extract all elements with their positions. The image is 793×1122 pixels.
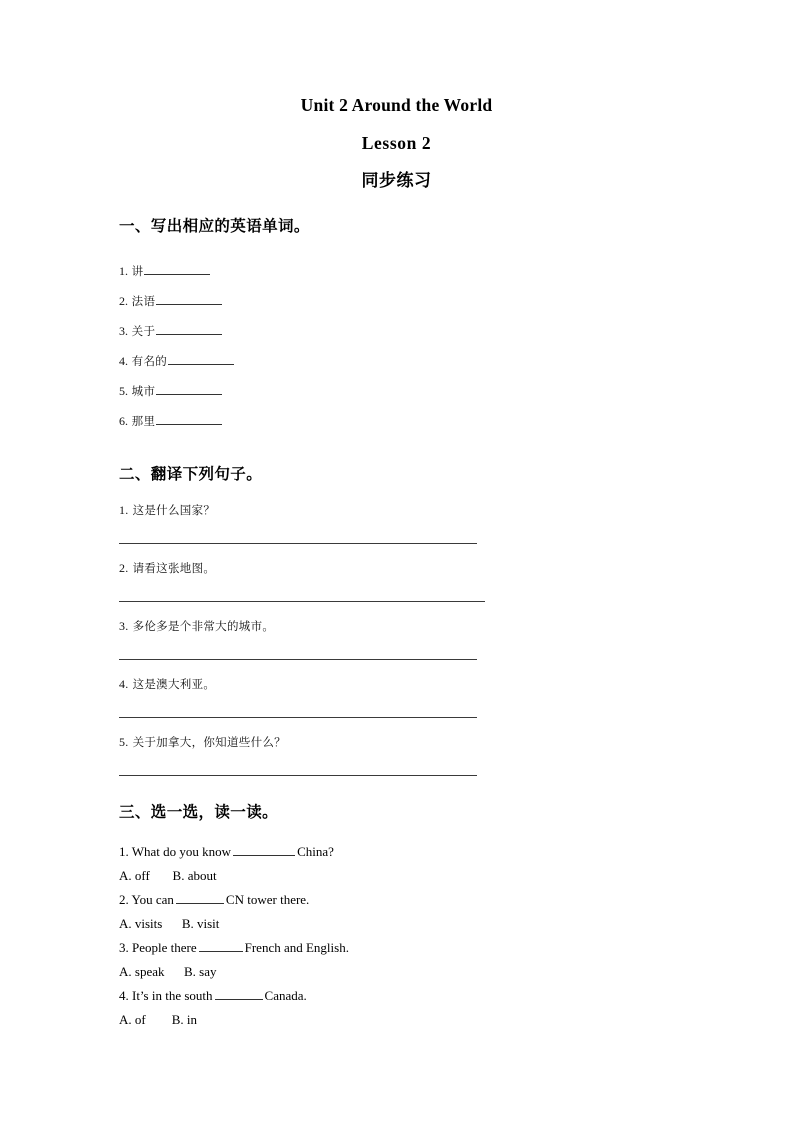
question-stem [119,888,679,912]
stem-before: People there [132,940,197,955]
question-stem [119,984,679,1008]
section-three-items [119,840,679,1032]
choice-item [119,984,679,1032]
section-two-heading: 二、翻译下列句子。 [119,465,263,483]
stem-after: French and English. [244,940,349,955]
question-stem [119,840,679,864]
answer-blank[interactable] [233,843,295,856]
stem-before: It’s in the south [132,988,213,1003]
answer-blank[interactable] [199,939,243,952]
choice-item [119,936,679,984]
word-item [119,346,679,376]
item-number: 1. [119,844,129,859]
item-number: 1. [119,503,129,517]
item-number: 4. [119,988,129,1003]
section-one-heading: 一、写出相应的英语单词。 [119,217,310,235]
answer-blank[interactable] [156,383,222,395]
word-item [119,376,679,406]
word-item [119,316,679,346]
stem-after: Canada. [264,988,307,1003]
answer-line[interactable] [119,543,477,544]
answer-line[interactable] [119,717,477,718]
item-sentence: 这是澳大利亚。 [132,677,216,691]
answer-line[interactable] [119,659,477,660]
answer-blank[interactable] [168,353,234,365]
item-number: 5. [119,384,128,398]
section-one [119,214,679,436]
translation-prompt [119,560,679,577]
stem-before: What do you know [131,844,232,859]
page-title: Unit 2 Around the World [300,95,493,115]
answer-blank[interactable] [156,323,222,335]
answer-blank[interactable] [144,263,210,275]
answer-blank[interactable] [176,891,224,904]
answer-blank[interactable] [215,987,263,1000]
item-number: 2. [119,892,129,907]
item-prompt: 讲 [131,264,144,278]
choice-options[interactable]: A. speak B. say [119,964,217,979]
answer-line[interactable] [119,601,485,602]
item-prompt: 城市 [131,384,156,398]
item-sentence: 关于加拿大，你知道些什么？ [132,735,286,749]
item-number: 2. [119,561,129,575]
document-body [119,214,679,1032]
item-number: 3. [119,619,129,633]
translation-prompt [119,502,679,519]
item-prompt: 那里 [131,414,156,428]
item-sentence: 多伦多是个非常大的城市。 [132,619,275,633]
section-two [119,462,679,776]
item-number: 4. [119,354,128,368]
question-stem [119,936,679,960]
answer-line[interactable] [119,775,477,776]
item-prompt: 有名的 [131,354,168,368]
item-number: 3. [119,324,128,338]
choice-options[interactable]: A. off B. about [119,868,217,883]
item-number: 6. [119,414,128,428]
section-three-heading: 三、选一选，读一读。 [119,803,279,821]
translation-item [119,502,679,544]
translation-item [119,676,679,718]
word-item [119,286,679,316]
stem-after: CN tower there. [225,892,310,907]
translation-prompt [119,618,679,635]
document-title-block [0,96,793,190]
worksheet-subtitle: 同步练习 [361,170,432,191]
answer-blank[interactable] [156,413,222,425]
item-number: 4. [119,677,129,691]
item-number: 3. [119,940,129,955]
word-item [119,406,679,436]
translation-item [119,618,679,660]
choice-options[interactable]: A. visits B. visit [119,916,220,931]
lesson-subtitle: Lesson 2 [361,133,432,154]
translation-item [119,734,679,776]
word-item [119,256,679,286]
item-number: 2. [119,294,128,308]
section-one-items [119,256,679,436]
section-two-items [119,502,679,776]
translation-item [119,560,679,602]
translation-prompt [119,676,679,693]
choice-item [119,840,679,888]
translation-prompt [119,734,679,751]
choice-item [119,888,679,936]
item-number: 5. [119,735,129,749]
item-sentence: 请看这张地图。 [132,561,216,575]
section-three [119,800,679,1032]
choice-options[interactable]: A. of B. in [119,1012,197,1027]
answer-blank[interactable] [156,293,222,305]
stem-after: China? [297,844,334,859]
item-prompt: 关于 [131,324,156,338]
item-sentence: 这是什么国家？ [132,503,216,517]
stem-before: You can [131,892,174,907]
item-number: 1. [119,264,128,278]
item-prompt: 法语 [131,294,156,308]
